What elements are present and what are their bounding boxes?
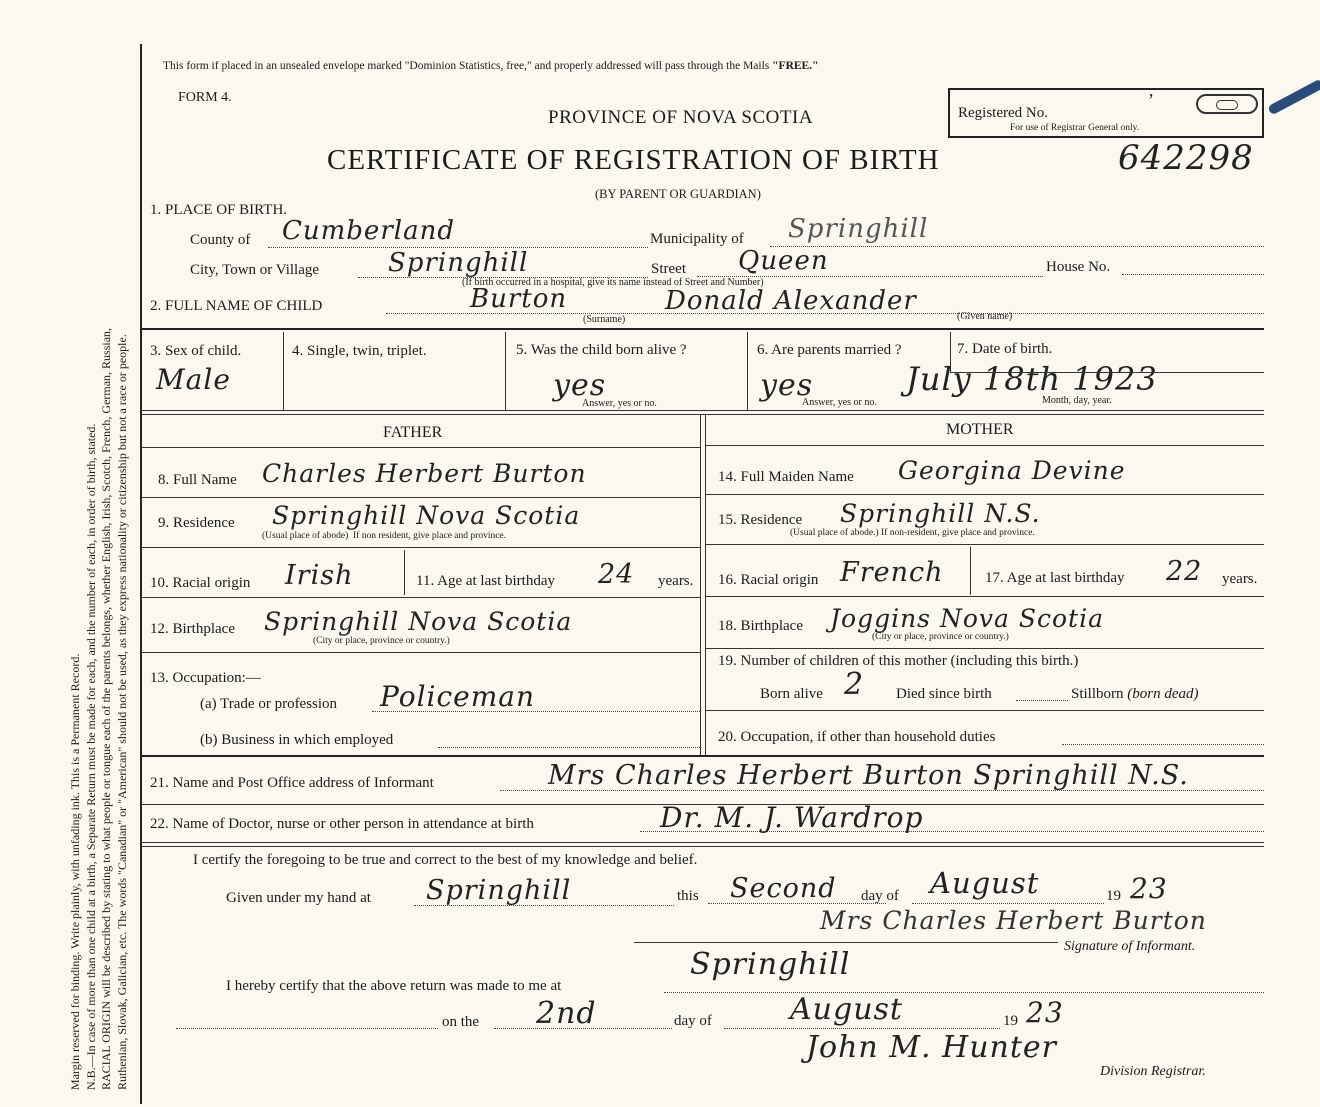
mother-birthplace-note: (City or place, province or country.) — [872, 632, 1009, 642]
rule — [705, 710, 1264, 711]
certificate-number: 642298 — [1118, 138, 1254, 178]
rule — [141, 597, 700, 598]
registered-number-mark: ’ — [1148, 90, 1154, 110]
father-name-value: Charles Herbert Burton — [262, 459, 587, 488]
father-residence-note: (Usual place of abode) If non resident, give place and province. — [262, 531, 507, 541]
registrar-lead-line — [176, 1028, 438, 1029]
margin-note-1: Margin reserved for binding. Write plainly, with unfading ink. This is a Permanent Record. — [68, 653, 82, 1090]
occupation-label: 13. Occupation:— — [150, 670, 261, 686]
father-residence-value: Springhill Nova Scotia — [272, 501, 581, 530]
died-since-birth-line — [1016, 700, 1068, 701]
father-racial-value: Irish — [285, 560, 354, 591]
born-alive-value: yes — [553, 368, 607, 403]
surname-note: (Surname) — [583, 314, 626, 325]
cert-day-of-label: day of — [861, 888, 899, 904]
father-birthplace-label: 12. Birthplace — [150, 621, 235, 637]
divider — [283, 332, 284, 410]
born-alive-label: 5. Was the child born alive ? — [516, 342, 687, 358]
rule — [141, 414, 1264, 415]
registrar-place-line — [664, 992, 1264, 993]
sex-value: Male — [156, 363, 231, 396]
municipality-value: Springhill — [788, 214, 929, 244]
informant-label: 21. Name and Post Office address of Informant — [150, 775, 434, 791]
informant-signature-label: Signature of Informant. — [1064, 939, 1196, 954]
informant-signature: Mrs Charles Herbert Burton — [820, 906, 1207, 935]
mother-racial-value: French — [840, 557, 944, 588]
form-number: FORM 4. — [178, 90, 232, 105]
rule — [141, 410, 1264, 411]
dob-value: July 18th 1923 — [906, 360, 1158, 398]
children-count-label: 19. Number of children of this mother (including this birth.) — [718, 653, 1079, 669]
ink-mark — [1267, 79, 1320, 116]
children-born-alive-value: 2 — [844, 667, 865, 702]
mother-residence-label: 15. Residence — [718, 512, 803, 528]
signature-line — [634, 942, 1058, 943]
father-racial-label: 10. Racial origin — [150, 575, 251, 591]
rule — [705, 494, 1264, 495]
cert-month-line — [912, 903, 1104, 904]
house-number-label: House No. — [1046, 259, 1111, 275]
mother-name-value: Georgina Devine — [898, 456, 1126, 485]
rule — [705, 648, 1264, 649]
margin-note-4: Ruthenian, Slovak, Galician, etc. The words "Canadian" or "American" should not be used, as they express nationality or citizenship but not a race or people. — [114, 334, 129, 1090]
column-divider — [705, 415, 706, 755]
child-surname: Burton — [470, 284, 568, 314]
child-name-label: 2. FULL NAME OF CHILD — [150, 298, 323, 314]
married-value: yes — [760, 368, 814, 403]
stillborn-note: (born dead) — [1127, 686, 1199, 702]
dob-note: Month, day, year. — [1042, 395, 1112, 406]
binding-margin-border — [140, 44, 142, 1104]
rule — [141, 755, 1264, 757]
municipality-label: Municipality of — [650, 231, 744, 247]
rule — [705, 445, 1264, 446]
father-heading: FATHER — [383, 424, 443, 441]
mother-birthplace-value: Joggins Nova Scotia — [830, 604, 1104, 633]
dob-label: 7. Date of birth. — [957, 341, 1053, 357]
doctor-value: Dr. M. J. Wardrop — [660, 801, 924, 834]
father-name-label: 8. Full Name — [158, 472, 237, 488]
city-label: City, Town or Village — [190, 262, 320, 278]
trade-value: Policeman — [380, 680, 536, 713]
margin-notes — [68, 40, 130, 1090]
registrar-year-prefix: 19 — [1003, 1013, 1018, 1029]
registrar-month-line — [724, 1028, 1000, 1029]
cert-year-value: 23 — [1130, 872, 1168, 905]
mother-occupation-label: 20. Occupation, if other than household duties — [718, 729, 996, 745]
cert-day-value: Second — [730, 873, 837, 904]
place-of-birth-label: 1. PLACE OF BIRTH. — [150, 202, 288, 218]
street-value: Queen — [738, 246, 829, 276]
on-the-label: on the — [442, 1014, 480, 1030]
given-under-hand-label: Given under my hand at — [226, 890, 371, 906]
registrar-place-value: Springhill — [690, 947, 851, 982]
divider — [404, 550, 405, 595]
province-heading: PROVINCE OF NOVA SCOTIA — [548, 107, 814, 128]
rule — [141, 846, 1264, 847]
registrar-year-value: 23 — [1026, 996, 1064, 1029]
rule — [141, 547, 700, 548]
cert-year-prefix: 19 — [1106, 888, 1121, 904]
registrar-signature: John M. Hunter — [806, 1030, 1058, 1065]
house-number-line — [1122, 274, 1264, 275]
children-born-alive-label: Born alive — [760, 686, 823, 702]
mother-age-unit: years. — [1222, 571, 1258, 587]
county-label: County of — [190, 232, 251, 248]
rule — [141, 842, 1264, 843]
given-place-value: Springhill — [426, 875, 572, 906]
this-label: this — [677, 888, 699, 904]
divider — [747, 332, 748, 410]
rule — [705, 544, 1264, 545]
registrar-day-of-label: day of — [674, 1013, 712, 1029]
certificate-title: CERTIFICATE OF REGISTRATION OF BIRTH — [327, 144, 940, 176]
rule — [141, 447, 700, 448]
rule — [141, 328, 1264, 330]
given-name-note: (Given name) — [957, 311, 1013, 322]
margin-note-3: RACIAL ORIGIN will be described by stating to what people or tongue each of the parents belongs, whether English, Irish, Scotch, French, German, Russian, — [99, 327, 114, 1090]
county-value: Cumberland — [282, 216, 455, 246]
divider — [505, 332, 506, 410]
married-label: 6. Are parents married ? — [757, 342, 902, 358]
divider — [970, 547, 971, 595]
mother-age-label: 17. Age at last birthday — [985, 570, 1125, 586]
father-age-value: 24 — [598, 559, 635, 590]
father-age-unit: years. — [658, 573, 694, 589]
municipality-line — [770, 246, 1264, 247]
father-birthplace-value: Springhill Nova Scotia — [264, 607, 573, 636]
child-given-name: Donald Alexander — [665, 286, 917, 316]
registrar-month-value: August — [790, 992, 903, 1027]
mother-residence-value: Springhill N.S. — [840, 499, 1041, 528]
rule — [950, 372, 1264, 373]
father-birthplace-note: (City or place, province or country.) — [313, 636, 450, 646]
stillborn-label: Stillborn (born dead) — [1071, 686, 1199, 702]
margin-note-2: N.B.—In case of more than one child at a birth, a Separate Return must be made for each, and the number of each, in order of birth, stated. — [83, 423, 98, 1090]
rule — [141, 652, 700, 653]
father-residence-label: 9. Residence — [158, 515, 235, 531]
certificate-subtitle: (BY PARENT OR GUARDIAN) — [595, 187, 761, 201]
trade-label: (a) Trade or profession — [200, 696, 338, 712]
registrar-signature-label: Division Registrar. — [1100, 1064, 1206, 1079]
business-label: (b) Business in which employed — [200, 732, 394, 748]
city-value: Springhill — [388, 248, 529, 278]
registered-number-label: Registered No. — [958, 105, 1048, 121]
mother-heading: MOTHER — [946, 421, 1014, 438]
mother-racial-label: 16. Racial origin — [718, 572, 819, 588]
mother-age-value: 22 — [1166, 556, 1203, 587]
registrar-statement: I hereby certify that the above return was made to me at — [226, 978, 562, 994]
mail-free-label: "FREE." — [772, 60, 819, 72]
mail-note: This form if placed in an unsealed envelope marked "Dominion Statistics, free," and properly addressed will pass through the Mails "FREE." — [163, 60, 819, 72]
sex-label: 3. Sex of child. — [150, 343, 242, 359]
mother-name-label: 14. Full Maiden Name — [718, 469, 854, 485]
informant-value: Mrs Charles Herbert Burton Springhill N.S. — [548, 760, 1189, 791]
died-since-birth-label: Died since birth — [896, 686, 992, 702]
certification-statement: I certify the foregoing to be true and correct to the best of my knowledge and belief. — [193, 852, 698, 868]
plurality-label: 4. Single, twin, triplet. — [292, 343, 427, 359]
registered-number-note: For use of Registrar General only. — [1010, 123, 1140, 133]
registrar-day-value: 2nd — [536, 996, 597, 1031]
father-age-label: 11. Age at last birthday — [416, 573, 555, 589]
column-divider — [700, 415, 701, 755]
cert-month-value: August — [930, 866, 1040, 900]
mother-occupation-line — [1062, 744, 1264, 745]
born-alive-note: Answer, yes or no. — [582, 398, 657, 409]
mother-birthplace-label: 18. Birthplace — [718, 618, 803, 634]
married-note: Answer, yes or no. — [802, 397, 877, 408]
street-label: Street — [651, 261, 686, 277]
mother-residence-note: (Usual place of abode.) If non-resident, give place and province. — [790, 528, 1035, 538]
hospital-note: (If birth occurred in a hospital, give its name instead of Street and Number) — [462, 277, 764, 288]
business-line — [438, 747, 700, 748]
rule — [141, 497, 700, 498]
doctor-label: 22. Name of Doctor, nurse or other person in attendance at birth — [150, 816, 534, 832]
rule — [705, 596, 1264, 597]
registrar-stamp — [1196, 94, 1258, 114]
